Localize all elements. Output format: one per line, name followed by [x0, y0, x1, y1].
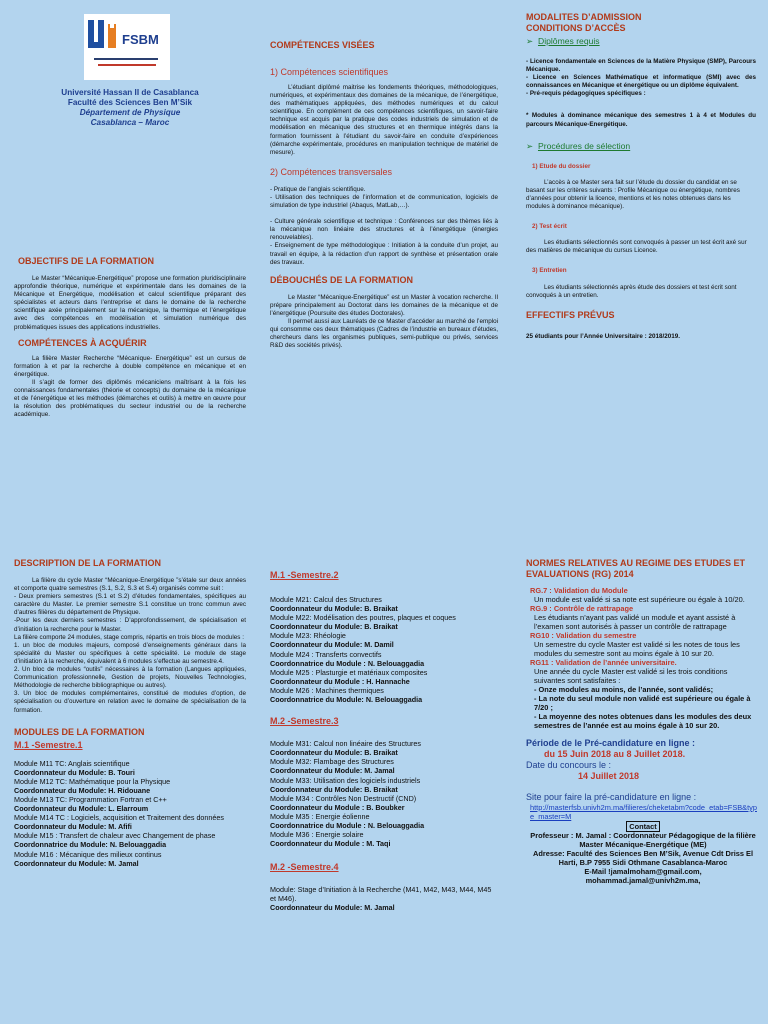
col-middle-top: [270, 40, 498, 350]
module-coordinator: Coordonnateur du Module: M. Afifi: [14, 822, 132, 832]
semestre3-title: M.2 -Semestre.3: [270, 716, 339, 727]
module-name: Module M23: Rhéologie: [270, 631, 346, 641]
site-label: Site pour faire la pré-candidature en ligne :: [526, 792, 697, 802]
module-name: Module M36 : Energie solaire: [270, 830, 364, 840]
rg7-title: RG.7 : Validation du Module: [530, 586, 628, 595]
procedures-selection: ➢ Procédures de sélection: [526, 140, 631, 151]
module-name: Module M15 : Transfert de chaleur avec Changement de phase: [14, 831, 216, 841]
module-name: Module M24 : Transferts convectifs: [270, 649, 382, 659]
debouches-p2: Il permet aussi aux Lauréats de ce Master d’accéder au marché de l’emploi qui consomme ces deux thématiques (Cadres de l’industrie en bureaux d’études, chercheurs dans les organismes publiques, semi-publique ou privés, services R&D des sociétés privés).: [270, 317, 498, 350]
period-title: Période de le Pré-candidature en ligne :: [526, 738, 696, 748]
rg11-b1: - Onze modules au moins, de l’année, sont validés;: [534, 685, 714, 694]
effectifs-title: EFFECTIFS PRÉVUS: [526, 309, 615, 320]
conditions-title: CONDITIONS D’ACCÈS: [526, 23, 626, 33]
logo-text: FSBM: [122, 32, 159, 47]
module-coordinator: Coordonnateur du Module: B. Braikat: [270, 784, 398, 794]
module-coordinator: Coordonnateur du Module: B. Braikat: [270, 748, 398, 758]
module-name: Module M31: Calcul non linéaire des Structures: [270, 739, 422, 749]
module-coordinator: Coordonnatrice du Module : N. Belouaggadia: [270, 658, 425, 668]
step3-text: Les étudiants sélectionnés après étude des dossiers et test écrit sont convoqués à un entretien.: [526, 283, 737, 299]
description-p4: La filière comporte 24 modules, stage compris, répartis en trois blocs de modules :: [14, 633, 244, 641]
contact-prof: Professeur : M. Jamal : Coordonnateur Pédagogique de la filière Master Mécanique-Energétique (ME): [530, 831, 756, 849]
module-coordinator: Coordonnatrice du Module : N. Belouaggadia: [270, 820, 425, 830]
col-left-bottom: [14, 558, 246, 868]
module-name: Module M22: Modélisation des poutres, plaques et coques: [270, 613, 456, 623]
competences-scientifiques-title: 1) Compétences scientifiques: [270, 67, 389, 77]
modules-title: MODULES DE LA FORMATION: [14, 726, 145, 737]
semestre2-modules: [270, 595, 498, 704]
rg11-text: Une année du cycle Master est validé si les trois conditions suivantes sont satisfaites :: [534, 667, 728, 685]
module-name: Module M33: Utilisation des logiciels industriels: [270, 775, 421, 785]
module-coordinator: Coordonnateur du Module: B. Braikat: [270, 622, 398, 632]
department-name: Département de Physique: [79, 108, 181, 117]
semestre2-title: M.1 -Semestre.2: [270, 570, 339, 580]
modalites-title: MODALITES D’ADMISSION: [526, 12, 642, 22]
transversales-item-2: - Utilisation des techniques de l’information et de communication, logiciels de simulation de type industriel (Abaqus, MatLab,…).: [270, 193, 498, 210]
concours-date: 14 Juillet 2018: [578, 771, 640, 781]
module-name: Module M25 : Plasturgie et matériaux composites: [270, 667, 428, 677]
semestre4-text: Module: Stage d’Initiation à la Recherche (M41, M42, M43, M44, M45 et M46).: [270, 885, 492, 904]
description-title: DESCRIPTION DE LA FORMATION: [14, 558, 161, 568]
competences-p2: Il s’agit de former des diplômés mécaniciens maîtrisant à la fois les connaissances fondamentales (théorie et concepts) du domaine de la mécanique et de l’énergétique et les méthodes (démarches et outils) à mettre en œuvre pour la résolution des problématiques du secteur industriel ou de la recherche académique.: [14, 378, 246, 419]
description-p5: 1. un bloc de modules majeurs, composé d’enseignements généraux dans la spécialité du Master ou spécifiques à cette spécialité. Le module de stage d’initiation à la recherche, équivalent à 6 modules s’effectue au semestre.4.: [14, 641, 246, 665]
period-dates: du 15 Juin 2018 au 8 Juillet 2018.: [544, 749, 686, 759]
step1-title: 1) Etude du dossier: [532, 162, 591, 170]
module-coordinator: Coordonnatrice du Module: N. Belouaggadia: [270, 695, 423, 705]
module-coordinator: Coordonnateur du Module: B. Braikat: [270, 604, 398, 614]
competences-acquerir-title: COMPÉTENCES À ACQUÉRIR: [18, 337, 147, 348]
rg9-title: RG.9 : Contrôle de rattrapage: [530, 604, 634, 613]
module-coordinator: Coordonnatrice du Module: N. Belouaggadia: [14, 840, 167, 850]
module-coordinator: Coordonnateur du Module: M. Jamal: [14, 858, 139, 868]
semestre4-title: M.2 -Semestre.4: [270, 862, 339, 873]
diplomes-requis: ➢ Diplômes requis: [526, 36, 600, 46]
step2-text: Les étudiants sélectionnés sont convoqués à passer un test écrit axé sur des matières de mécanique du cursus Licence.: [526, 239, 747, 255]
col-right-top: [526, 12, 756, 341]
debouches-p1: Le Master “Mécanique-Energétique” est un Master à vocation recherche. Il prépare principalement au Doctorat dans les domaines de la mécanique et de l’énergétique (Poursuite des études Doctorales).: [270, 293, 498, 317]
module-name: Module M32: Flambage des Structures: [270, 757, 394, 767]
objectifs-title: OBJECTIFS DE LA FORMATION: [18, 256, 154, 266]
step2-title: 2) Test écrit: [532, 223, 567, 231]
competences-scientifiques-text: L’étudiant diplômé maitrise les fondements théoriques, méthodologiques, numériques, et expérimentaux des domaines de la mécanique, de l’énergétique, des mathématiques appliquées, des méthodes numériques et du calcul scientifique. En complément de ces compétences scientifiques, un savoir-faire technique est acquis par la pratique des codes industriels de simulation et de modélisation en mécanique des structures et en thermique intégrés dans la formation fournissent à l’étudiant du savoir-faire en conduite d’expériences (démarche expérimentale, procédures en manipulation technique de matériel de mesure).: [270, 84, 498, 156]
step3-title: 3) Entretien: [532, 267, 567, 275]
module-coordinator: Coordonnateur du Module: M. Damil: [270, 640, 394, 650]
col-right-bottom: [526, 558, 760, 885]
city-name: Casablanca – Maroc: [90, 118, 170, 127]
module-name: Module M13 TC: Programmation Fortran et C++: [14, 794, 167, 804]
normes-title: NORMES RELATIVES AU REGIME DES ETUDES ET EVALUATIONS (RG) 2014: [526, 558, 746, 579]
contact-email1[interactable]: E-Mail !jamalmoham@gmail.com,: [584, 867, 702, 876]
debouches-title: DÉBOUCHÉS DE LA FORMATION: [270, 274, 413, 285]
description-p7: 3. Un bloc de modules complémentaires, constitué de modules d’option, de spécialisation ou d’ouverture en relation avec le domaine de spécialisation de la formation.: [14, 690, 246, 714]
modules-dominance-text: * Modules à dominance mécanique des semestres 1 à 4 et Modules du parcours Mécanique-Energétique.: [526, 112, 756, 128]
rg10-title: RG10 : Validation du semestre: [530, 631, 637, 640]
semestre4-coord: Coordonnateur du Module: M. Jamal: [270, 903, 395, 913]
module-name: Module M35 : Energie éolienne: [270, 811, 370, 821]
description-p3: -Pour les deux derniers semestres : D’approfondissement, de spécialisation et d’initiation la recherche pour le Master.: [14, 617, 246, 633]
transversales-item-4: - Enseignement de type méthodologique : Initiation à la conduite d’un projet, au travail en équipe, à la rédaction d’un rapport de synthèse et présentation orale des travaux.: [270, 242, 498, 266]
rg11-title: RG11 : Validation de l’année universitaire.: [530, 658, 677, 667]
competences-visees-title: COMPÉTENCES VISÉES: [270, 40, 375, 50]
faculty-name: Faculté des Sciences Ben M’Sik: [67, 98, 193, 107]
module-name: Module M21: Calcul des Structures: [270, 595, 382, 604]
module-name: Module M12 TC: Mathématique pour la Physique: [14, 776, 171, 786]
module-coordinator: Coordonnateur du Module: M. Jamal: [270, 766, 395, 776]
contact-box: Contact: [526, 822, 760, 831]
col-left-top: [14, 88, 246, 419]
col-middle-bottom: [270, 570, 498, 913]
module-name: Module M14 TC : Logiciels, acquisition et Traitement des données: [14, 813, 225, 823]
module-coordinator: Coordonnateur du Module: L. Elarroum: [14, 804, 149, 814]
module-coordinator: Coordonnateur du Module : M. Taqi: [270, 839, 391, 849]
university-name: Université Hassan II de Casablanca: [61, 88, 199, 97]
rg11-b2: - La note du seul module non validé est supérieure ou égale à 7/20 ;: [534, 694, 751, 712]
description-p1: La filière du cycle Master “Mécanique-Energétique ”s’étale sur deux années et comporte quatre semestres (S.1, S.2, S.3 et S.4) organisés comme suit :: [14, 577, 246, 593]
site-link[interactable]: http://masterfsb.univh2m.ma/filieres/cheketabm?code_etab=FSB&type_master=M: [530, 803, 757, 821]
transversales-item-3: - Culture générale scientifique et technique : Conférences sur des thèmes liés à la mécanique non linéaire des structures et à l’énergétique (énergies renouvelables).: [270, 218, 498, 242]
module-coordinator: Coordonnateur du Module: B. Touri: [14, 767, 135, 777]
rg11-b3: - La moyenne des notes obtenues dans les modules des deux semestres de l’année est au moins égale à 10 sur 20.: [534, 712, 752, 730]
semestre1-modules: [14, 759, 246, 868]
competences-p1: La filière Master Recherche “Mécanique- Energétique” est un cursus de formation à et par la recherche à double compétence en mécanique et en énergétique.: [14, 354, 246, 378]
description-p6: 2. Un bloc de modules “outils” nécessaires à la formation (Langues appliquées, Communication professionnelle, Gestion de projets, Nouvelles Technologies, Méthodologie de recherche bibliographique ou autres).: [14, 666, 246, 690]
module-name: Module M11 TC: Anglais scientifique: [14, 758, 130, 768]
effectifs-text: 25 étudiants pour l’Année Universitaire : 2018/2019.: [526, 332, 680, 340]
rg10-text: Un semestre du cycle Master est validé si les notes de tous les modules du semestre sont au moins égale à 10 sur 20.: [534, 640, 740, 658]
fsbm-logo: [84, 14, 170, 80]
module-coordinator: Coordonnateur du Module : H. Hannache: [270, 676, 410, 686]
semestre1-title: M.1 -Semestre.1: [14, 739, 83, 750]
module-coordinator: Coordonnateur du Module : B. Boubker: [270, 802, 405, 812]
module-name: Module M34 : Contrôles Non Destructif (CND): [270, 793, 417, 803]
contact-email2[interactable]: mohammad.jamal@univh2m.ma,: [585, 876, 701, 885]
rg9-text: Les étudiants n’ayant pas validé un module et ayant assisté à l’examen sont autorisés à passer un contrôle de rattrapage: [534, 613, 736, 631]
module-coordinator: Coordonnateur du Module: H. Ridouane: [14, 785, 151, 795]
transversales-item-1: - Pratique de l’anglais scientifique.: [270, 185, 366, 193]
contact-address: Adresse: Faculté des Sciences Ben M’Sik, Avenue Cdt Driss El Harti, B.P 7955 Sidi Othmane Casablanca-Maroc: [532, 849, 754, 867]
description-p2: - Deux premiers semestres (S.1 et S.2) d’études fondamentales, spécifiques au caractère du Master. Le premier semestre S.1 constitue un tronc commun avec d’autres filières du département de Physique.: [14, 593, 246, 617]
module-name: Module M16 : Mécanique des milieux continus: [14, 849, 162, 859]
objectifs-text: Le Master “Mécanique-Energétique” propose une formation pluridisciplinaire approfondie théorique, numérique et expérimentale dans les domaines de la Mécanique et Energétique, modélisation et calcul scientifique préparant des spécialistes et acteurs dans l’entreprise et dans le domaine de la recherche scientifique axée principalement sur la mécanique, la thermique et l’énergétique avec des compétences en modélisation et simulation numérique des problématiques issues des applications industrielles.: [14, 275, 246, 331]
competences-transversales-title: 2) Compétences transversales: [270, 166, 393, 177]
semestre3-modules: [270, 739, 498, 848]
rg7-text: Un module est validé si sa note est supérieure ou égale à 10/20.: [534, 595, 745, 604]
diplomes-text: - Licence fondamentale en Sciences de la Matière Physique (SMP), Parcours Mécanique. - Licence en Sciences Mathématique et informatique (SMI) avec des connaissances en Mécanique et énergétique ou un diplôme équivalent. - Pré-requis pédagogiques spécifiques :: [526, 58, 756, 98]
module-name: Module M26 : Machines thermiques: [270, 685, 384, 695]
step1-text: L’accès à ce Master sera fait sur l’étude du dossier du candidat en se basant sur les critères suivants : Profile Mécanique ou énergétique, nombres d’années pour obtenir la licence, mentions et les notes obtenues dans les modules à dominance mécanique).: [526, 178, 740, 211]
concours-label: Date du concours le :: [526, 760, 612, 770]
